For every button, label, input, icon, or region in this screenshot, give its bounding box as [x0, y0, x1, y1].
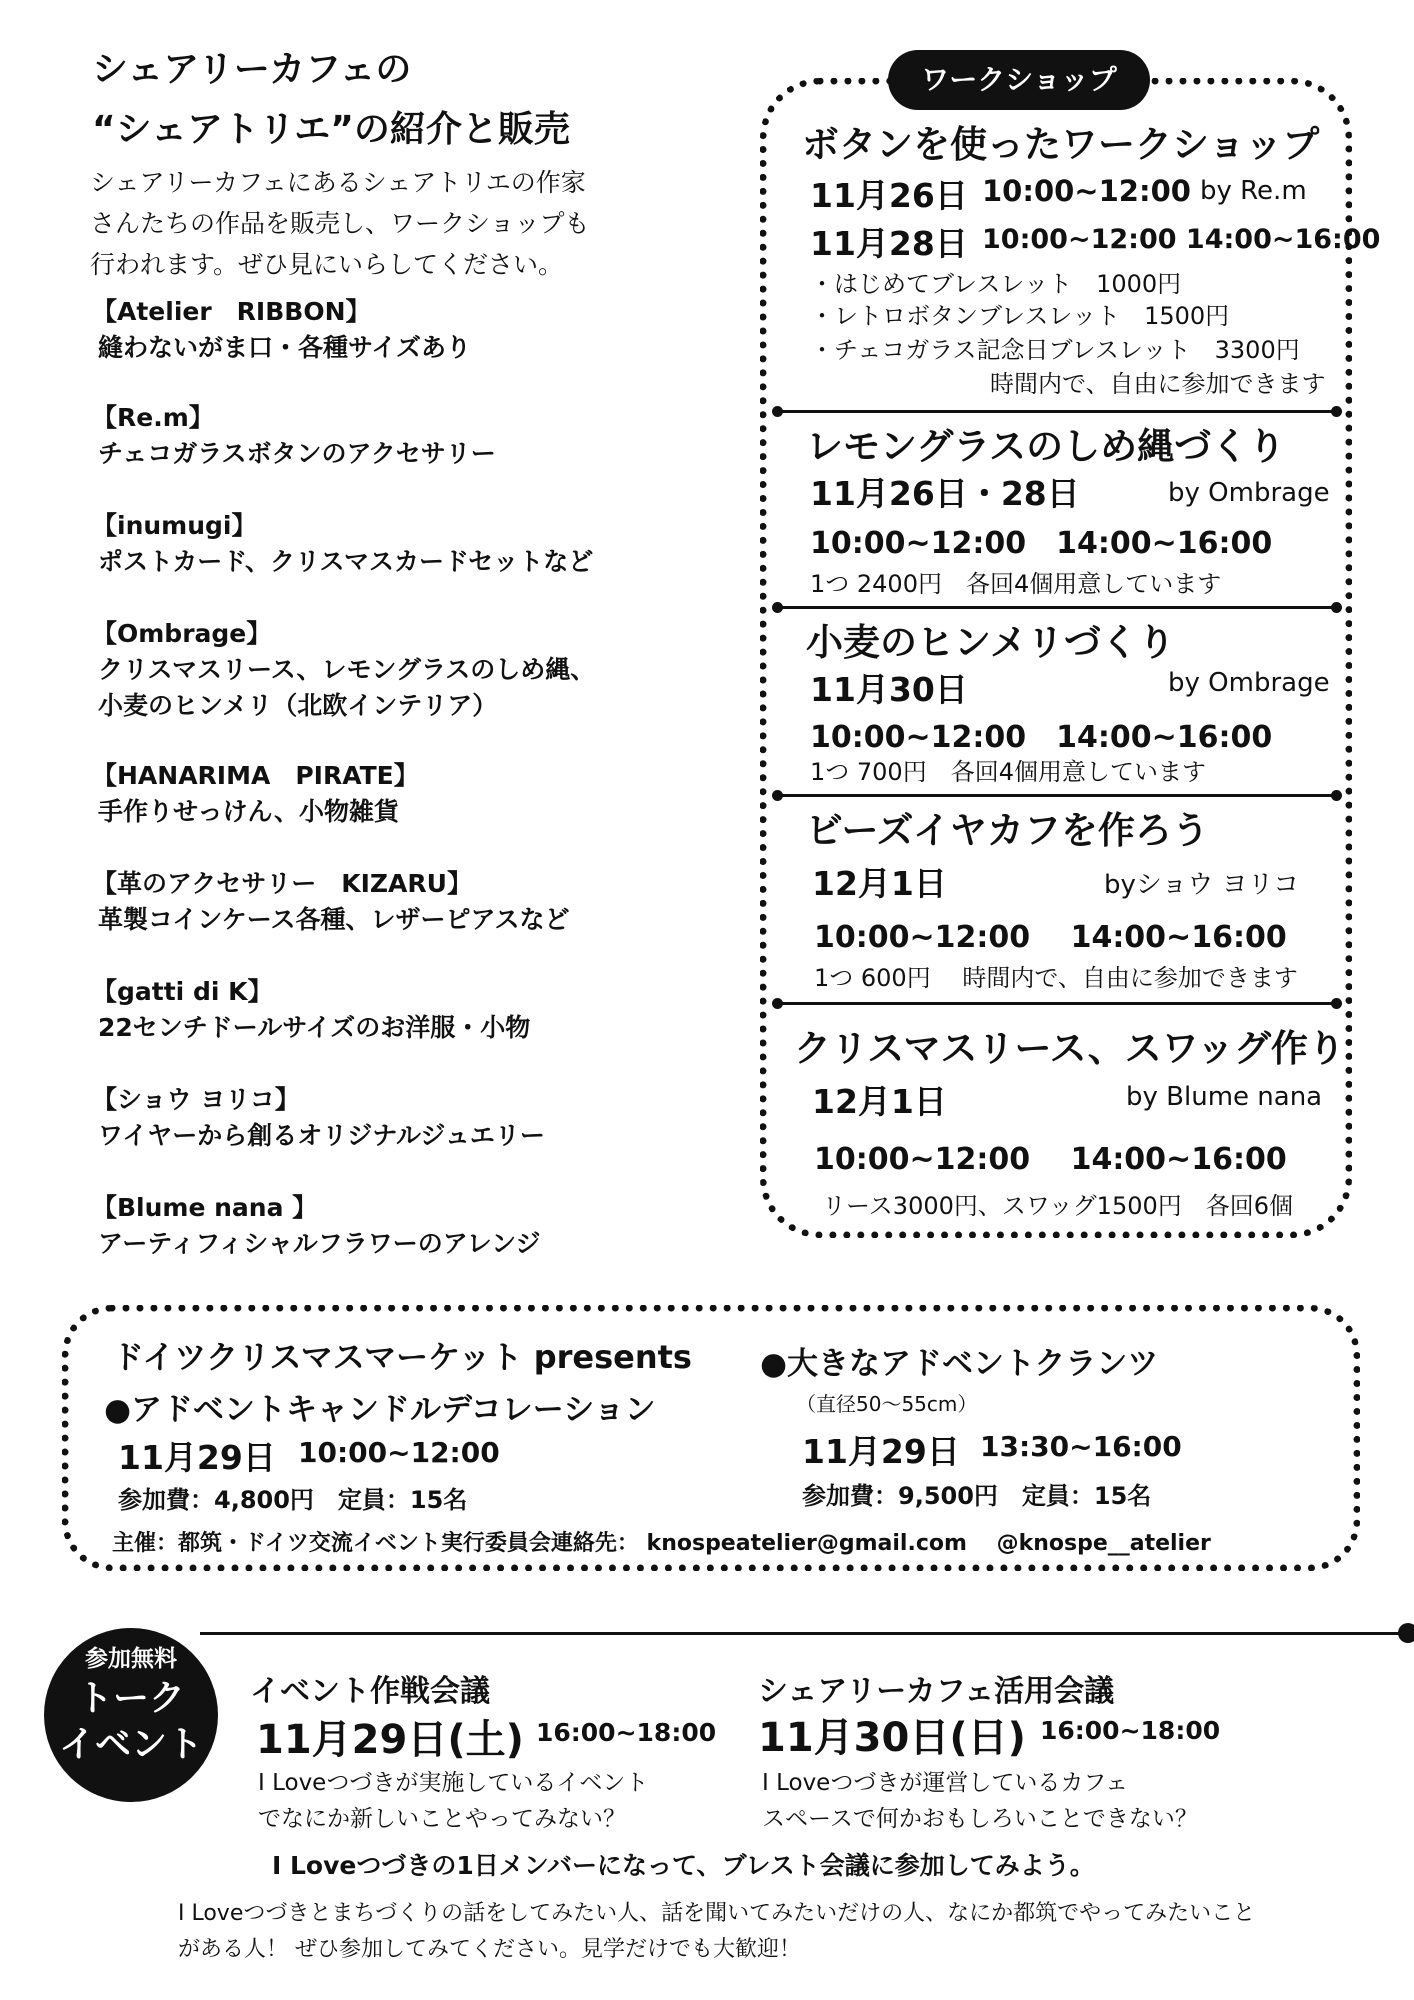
vendor-item — [92, 400, 496, 472]
vendor-desc: 22センチドールサイズのお洋服・小物 — [98, 1013, 531, 1042]
workshop-time: 10:00~12:00 14:00~16:00 — [814, 920, 1287, 955]
workshop-note: 1つ 2400円 各回4個用意しています — [810, 570, 1222, 598]
workshop-title: 小麦のヒンメリづくり — [806, 621, 1175, 664]
workshop-date: 11月28日 — [810, 224, 968, 263]
workshop-separator — [778, 1002, 1336, 1005]
workshop-date: 12月1日 — [812, 864, 947, 903]
intro-description — [90, 162, 670, 285]
workshop-by: by Ombrage — [1168, 478, 1330, 508]
intro-desc-line: 行われます。ぜひ見にいらしてください。 — [90, 250, 564, 279]
workshop-by: by Ombrage — [1168, 668, 1330, 698]
talk-footer-line: I Loveつづきとまちづくりの話をしてみたい人、話を聞いてみたいだけの人、なにか都筑でやってみたいこと — [178, 1901, 1256, 1926]
vendor-name: 【gatti di K】 — [92, 977, 273, 1006]
workshop-date: 12月1日 — [812, 1082, 947, 1121]
workshop-note: 1つ 600円 時間内で、自由に参加できます — [814, 964, 1298, 992]
workshop-title: ボタンを使ったワークショップ — [802, 123, 1320, 166]
talk-footer-line: がある人！ ぜひ参加してみてください。見学だけでも大歓迎！ — [178, 1937, 801, 1962]
vendor-desc: 縫わないがま口・各種サイズあり — [98, 333, 472, 362]
workshop-time: 10:00~12:00 14:00~16:00 — [982, 224, 1381, 255]
workshop-by: by Re.m — [1200, 176, 1307, 206]
vendor-desc: ポストカード、クリスマスカードセットなど — [98, 547, 594, 576]
vendor-item — [92, 616, 595, 724]
vendor-desc: 革製コインケース各種、レザーピアスなど — [98, 905, 570, 934]
vendor-name: 【革のアクセサリー KIZARU】 — [92, 869, 472, 898]
vendor-item — [92, 974, 530, 1046]
workshop-item: ・チェコガラス記念日ブレスレット 3300円 — [810, 336, 1300, 364]
talk-left-date: 11月29日(土) — [256, 1717, 524, 1763]
talk-left-desc: でなにか新しいことやってみない？ — [258, 1806, 626, 1832]
talk-right-time: 16:00~18:00 — [1040, 1716, 1221, 1745]
market-right-size: （直径50～55cm） — [796, 1392, 978, 1416]
market-organizer: 主催：都筑・ドイツ交流イベント実行委員会連絡先： knospeatelier@gmail.com @knospe__atelier — [112, 1531, 1211, 1556]
talk-left-desc: I Loveつづきが実施しているイベント — [258, 1770, 649, 1796]
market-right-date: 11月29日 — [802, 1432, 960, 1471]
vendor-item — [92, 866, 570, 938]
vendor-desc: アーティフィシャルフラワーのアレンジ — [98, 1229, 541, 1258]
talk-free-label: 参加無料 — [85, 1646, 177, 1672]
workshop-item: ・はじめてブレスレット 1000円 — [810, 270, 1182, 298]
talk-divider-dot — [1398, 1623, 1414, 1643]
workshop-item: ・レトロボタンブレスレット 1500円 — [810, 302, 1230, 330]
intro-title — [92, 40, 570, 160]
market-left-fee: 参加費：4,800円 定員：15名 — [118, 1486, 468, 1514]
workshop-note: リース3000円、スワッグ1500円 各回6個 — [822, 1192, 1294, 1220]
workshop-title: レモングラスのしめ縄づくり — [806, 425, 1286, 468]
workshop-separator — [778, 410, 1336, 413]
vendor-desc: クリスマスリース、レモングラスのしめ縄、 — [98, 655, 596, 684]
talk-right-desc: スペースで何かおもしろいことできない？ — [762, 1806, 1198, 1832]
talk-right-desc: I Loveつづきが運営しているカフェ — [762, 1770, 1129, 1796]
market-right-time: 13:30~16:00 — [980, 1430, 1182, 1463]
talk-badge-line: トーク — [76, 1678, 185, 1719]
workshop-time: 10:00~12:00 14:00~16:00 — [814, 1142, 1287, 1177]
intro-desc-line: シェアリーカフェにあるシェアトリエの作家 — [90, 168, 586, 197]
market-title: ドイツクリスマスマーケット presents — [112, 1338, 692, 1376]
market-right-fee: 参加費：9,500円 定員：15名 — [802, 1482, 1152, 1510]
workshop-by: byショウ ヨリコ — [1104, 870, 1300, 900]
market-right-event: ●大きなアドベントクランツ — [760, 1346, 1159, 1382]
workshop-label: ワークショップ — [888, 50, 1150, 110]
market-left-event: ●アドベントキャンドルデコレーション — [104, 1392, 656, 1428]
workshop-date: 11月26日・28日 — [810, 474, 1080, 513]
vendor-item — [92, 1082, 545, 1154]
workshop-time: 10:00~12:00 — [982, 174, 1191, 208]
vendor-name: 【inumugi】 — [92, 511, 257, 540]
market-left-date: 11月29日 — [118, 1438, 276, 1477]
talk-left-time: 16:00~18:00 — [536, 1718, 717, 1747]
talk-callout: I Loveつづきの1日メンバーになって、ブレスト会議に参加してみよう。 — [272, 1851, 1095, 1880]
intro-title-line1: シェアリーカフェの — [92, 49, 412, 90]
workshop-separator — [778, 606, 1336, 609]
workshop-title: ビーズイヤカフを作ろう — [806, 809, 1209, 852]
talk-badge-title — [56, 1676, 206, 1768]
talk-right-date: 11月30日(日) — [758, 1715, 1026, 1761]
talk-badge-line: イベント — [58, 1724, 203, 1765]
talk-divider — [200, 1632, 1410, 1635]
workshop-note: 1つ 700円 各回4個用意しています — [810, 758, 1206, 786]
talk-left-title: イベント作戦会議 — [250, 1674, 490, 1709]
workshop-note: 時間内で、自由に参加できます — [990, 370, 1326, 398]
vendor-name: 【Blume nana 】 — [92, 1193, 318, 1222]
vendor-name: 【Atelier RIBBON】 — [92, 297, 371, 326]
vendor-desc: ワイヤーから創るオリジナルジュエリー — [98, 1121, 545, 1150]
vendor-name: 【Ombrage】 — [92, 619, 272, 648]
vendor-item — [92, 1190, 541, 1262]
workshop-separator — [778, 794, 1336, 797]
vendor-item — [92, 758, 419, 830]
intro-desc-line: さんたちの作品を販売し、ワークショップも — [90, 209, 590, 238]
market-left-time: 10:00~12:00 — [298, 1436, 500, 1469]
workshop-date: 11月30日 — [810, 670, 968, 709]
vendor-name: 【ショウ ヨリコ】 — [92, 1085, 300, 1114]
workshop-title: クリスマスリース、スワッグ作り — [794, 1027, 1345, 1070]
vendor-desc: 小麦のヒンメリ（北欧インテリア） — [98, 691, 498, 720]
vendor-item — [92, 508, 593, 580]
vendor-item — [92, 294, 471, 366]
workshop-time: 10:00~12:00 14:00~16:00 — [810, 720, 1273, 755]
workshop-date: 11月26日 — [810, 176, 968, 215]
vendor-desc: 手作りせっけん、小物雑貨 — [98, 797, 400, 826]
intro-title-line2: “シェアトリエ”の紹介と販売 — [92, 109, 570, 150]
workshop-time: 10:00~12:00 14:00~16:00 — [810, 526, 1273, 561]
vendor-name: 【HANARIMA PIRATE】 — [92, 761, 419, 790]
workshop-by: by Blume nana — [1126, 1082, 1323, 1112]
vendor-name: 【Re.m】 — [92, 403, 214, 432]
talk-right-title: シェアリーカフェ活用会議 — [758, 1674, 1115, 1709]
vendor-desc: チェコガラスボタンのアクセサリー — [98, 439, 496, 468]
